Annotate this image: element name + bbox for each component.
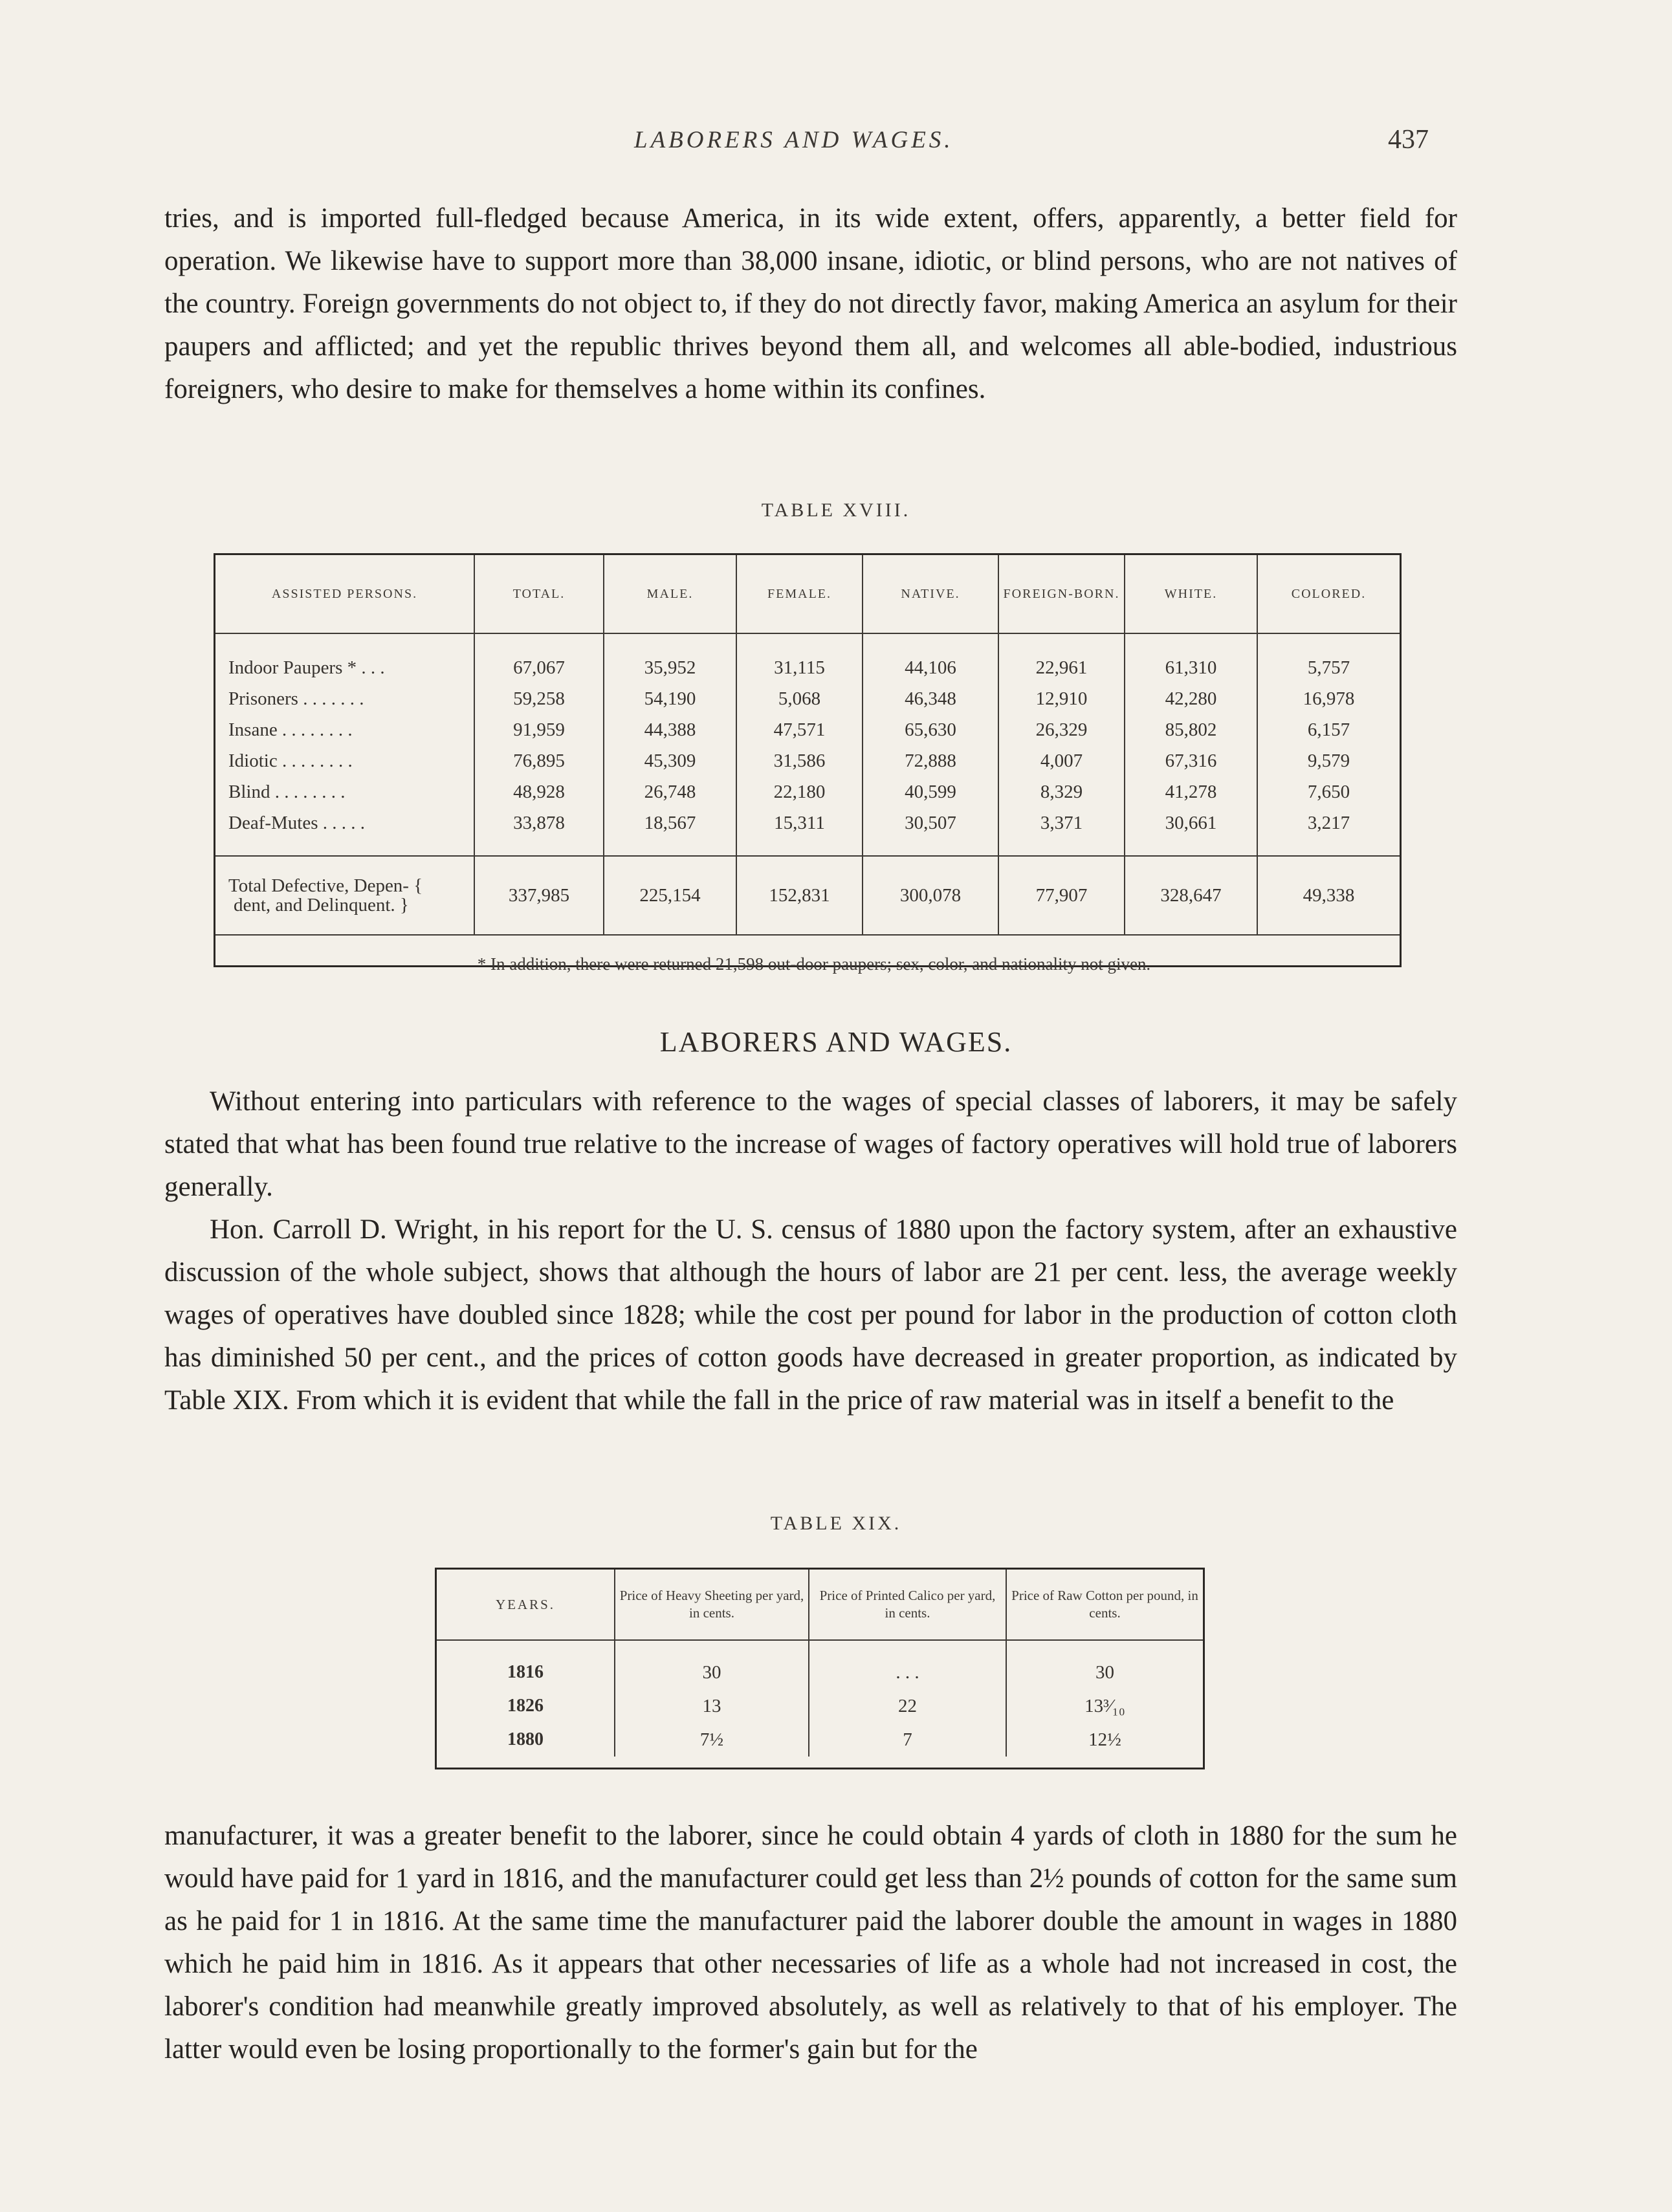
year-cell: 1826 (507, 1696, 544, 1716)
cell: 4,007 (998, 745, 1125, 776)
cell: 42,280 (1125, 683, 1257, 714)
table-footnote: * In addition, there were returned 21,598 out-door paupers; sex, color, and nationality not given. (215, 935, 1400, 992)
col-header-male: MALE. (604, 555, 736, 633)
cell: 30,661 (1125, 807, 1257, 856)
cell: 67,067 (474, 633, 604, 683)
col-header-white: WHITE. (1125, 555, 1257, 633)
row-label: Prisoners . . . . . . . (228, 688, 364, 709)
col-header-raw-cotton: Price of Raw Cotton per pound, in cents. (1006, 1570, 1203, 1640)
cell: 16,978 (1257, 683, 1400, 714)
table-row (437, 1689, 1203, 1723)
cell: 48,928 (474, 776, 604, 807)
cell: 22 (809, 1689, 1006, 1723)
cell: 22,180 (736, 776, 863, 807)
cell: 13 (615, 1689, 809, 1723)
cell: . . . (809, 1640, 1006, 1689)
table-19-header-row (437, 1570, 1203, 1640)
col-header-assisted-persons: ASSISTED PERSONS. (215, 555, 474, 633)
table-row (215, 633, 1400, 683)
cell: 12½ (1006, 1723, 1203, 1757)
cell: 33,878 (474, 807, 604, 856)
row-label: Blind . . . . . . . . (228, 781, 346, 802)
table-row (215, 745, 1400, 776)
cell: 85,802 (1125, 714, 1257, 745)
cell: 22,961 (998, 633, 1125, 683)
cell: 8,329 (998, 776, 1125, 807)
cell: 31,115 (736, 633, 863, 683)
col-header-female: FEMALE. (736, 555, 863, 633)
cell: 7 (809, 1723, 1006, 1757)
cell: 30 (615, 1640, 809, 1689)
cell: 31,586 (736, 745, 863, 776)
cell: 72,888 (863, 745, 998, 776)
table-row (215, 776, 1400, 807)
cell: 91,959 (474, 714, 604, 745)
total-cell: 152,831 (736, 856, 863, 935)
table-row (215, 683, 1400, 714)
table-19-title: TABLE XIX. (770, 1513, 902, 1534)
cell: 46,348 (863, 683, 998, 714)
col-header-total: TOTAL. (474, 555, 604, 633)
table-row (437, 1640, 1203, 1689)
cell: 41,278 (1125, 776, 1257, 807)
table-footnote-row (215, 935, 1400, 992)
cell: 67,316 (1125, 745, 1257, 776)
paragraph: manufacturer, it was a greater benefit to the laborer, since he could obtain 4 yards of cloth in 1880 for the sum he would have paid for 1 yard in 1816, and the manufacturer could get less than 2½ pounds of cotton for the same sum as he paid for 1 in 1816. At the same time the manufacturer paid the laborer double the amount in wages in 1880 which he paid him in 1816. As it appears that other necessaries of life as a whole had not increased in cost, the laborer's condition had meanwhile greatly improved absolutely, as well as relatively to that of his employer. The latter would even be losing proportionally to the former's gain but for the (164, 1821, 1457, 2064)
cell: 3,217 (1257, 807, 1400, 856)
cell: 5,068 (736, 683, 863, 714)
cell: 65,630 (863, 714, 998, 745)
row-label: Insane . . . . . . . . (228, 719, 353, 740)
cell: 7,650 (1257, 776, 1400, 807)
cell: 61,310 (1125, 633, 1257, 683)
table-18 (214, 553, 1402, 974)
cell: 44,388 (604, 714, 736, 745)
total-label-line-1: Total Defective, Depen- { (228, 875, 423, 896)
row-label: Idiotic . . . . . . . . (228, 750, 353, 771)
paragraph: Hon. Carroll D. Wright, in his report for the U. S. census of 1880 upon the factory system, after an exhaustive discussion of the whole subject, shows that although the hours of labor are 21 per cent. less, the average weekly wages of operatives have doubled since 1828; while the cost per pound for labor in the production of cotton cloth has diminished 50 per cent., and the prices of cotton goods have decreased in greater proportion, as indicated by Table XIX. From which it is evident that while the fall in the price of raw material was in itself a benefit to the (164, 1214, 1457, 1416)
section-heading: LABORERS AND WAGES. (659, 1026, 1013, 1058)
cell: 54,190 (604, 683, 736, 714)
total-cell: 328,647 (1125, 856, 1257, 935)
cell: 13³⁄₁₀ (1006, 1689, 1203, 1723)
paragraph-continued: tries, and is imported full-fledged because America, in its wide extent, offers, apparently, a better field for operation. We likewise have to support more than 38,000 insane, idiotic, or blind persons, who are not natives of the country. Foreign governments do not object to, if they do not directly favor, making America an asylum for their paupers and afflicted; and yet the republic thrives beyond them all, and welcomes all able-bodied, industrious foreigners, who desire to make for themselves a home within its confines. (164, 203, 1457, 404)
total-cell: 337,985 (474, 856, 604, 935)
table-18-header-row (215, 555, 1400, 633)
cell: 30 (1006, 1640, 1203, 1689)
total-cell: 300,078 (863, 856, 998, 935)
page-number: 437 (1388, 125, 1429, 155)
table-19 (435, 1568, 1205, 1769)
total-cell: 77,907 (998, 856, 1125, 935)
cell: 40,599 (863, 776, 998, 807)
row-label: Deaf-Mutes . . . . . (228, 812, 366, 833)
cell: 6,157 (1257, 714, 1400, 745)
cell: 7½ (615, 1723, 809, 1757)
total-label-line-2: dent, and Delinquent. } (234, 895, 409, 915)
year-cell: 1880 (507, 1729, 544, 1749)
running-head: LABORERS AND WAGES. (634, 127, 954, 153)
col-header-colored: COLORED. (1257, 555, 1400, 633)
cell: 9,579 (1257, 745, 1400, 776)
table-total-row (215, 856, 1400, 935)
paragraph: Without entering into particulars with reference to the wages of special classes of laborers, it may be safely stated that what has been found true relative to the increase of wages of factory operatives will hold true of laborers generally. (164, 1086, 1457, 1202)
cell: 12,910 (998, 683, 1125, 714)
cell: 30,507 (863, 807, 998, 856)
col-header-native: NATIVE. (863, 555, 998, 633)
cell: 15,311 (736, 807, 863, 856)
table-row (215, 714, 1400, 745)
cell: 5,757 (1257, 633, 1400, 683)
year-cell: 1816 (507, 1662, 544, 1682)
total-label (215, 856, 474, 935)
total-cell: 225,154 (604, 856, 736, 935)
cell: 76,895 (474, 745, 604, 776)
cell: 26,748 (604, 776, 736, 807)
total-cell: 49,338 (1257, 856, 1400, 935)
col-header-foreign-born: FOREIGN-BORN. (998, 555, 1125, 633)
table-row (437, 1723, 1203, 1757)
col-header-printed-calico: Price of Printed Calico per yard, in cents. (809, 1570, 1006, 1640)
cell: 26,329 (998, 714, 1125, 745)
cell: 45,309 (604, 745, 736, 776)
cell: 47,571 (736, 714, 863, 745)
cell: 35,952 (604, 633, 736, 683)
col-header-years: YEARS. (437, 1570, 615, 1640)
cell: 59,258 (474, 683, 604, 714)
cell: 18,567 (604, 807, 736, 856)
col-header-heavy-sheeting: Price of Heavy Sheeting per yard, in cents. (615, 1570, 809, 1640)
table-18-title: TABLE XVIII. (761, 499, 911, 521)
row-label: Indoor Paupers * . . . (228, 657, 385, 678)
table-row (215, 807, 1400, 856)
cell: 44,106 (863, 633, 998, 683)
cell: 3,371 (998, 807, 1125, 856)
